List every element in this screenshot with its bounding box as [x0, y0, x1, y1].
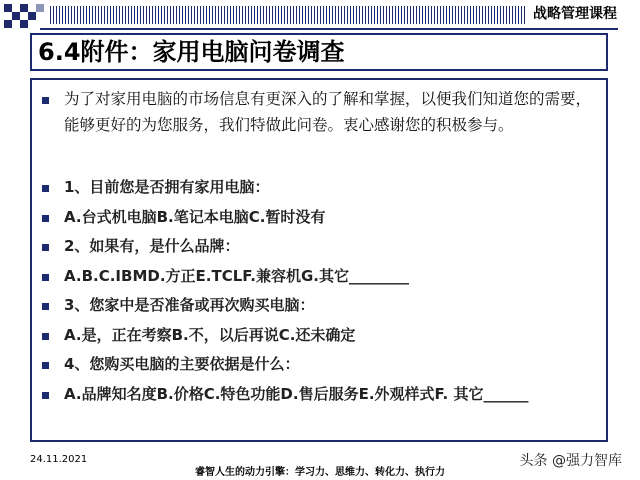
answer-options: A.是，正在考察B.不，以后再说C.还未确定	[64, 326, 356, 344]
question-text: 3、您家中是否准备或再次购买电脑：	[64, 296, 315, 314]
slide-title: 6.4附件：家用电脑问卷调查	[38, 38, 345, 66]
question-text: 2、如果有，是什么品牌：	[64, 237, 240, 255]
header-divider	[40, 28, 618, 30]
bullet-square-icon	[42, 274, 49, 281]
footer-date: 24.11.2021	[30, 454, 88, 465]
corner-grid-decoration	[4, 4, 44, 28]
header-stripe-bar	[50, 6, 610, 24]
answer-options: A.台式机电脑B.笔记本电脑C.暂时没有	[64, 208, 326, 226]
answer-options: A.B.C.IBMD.方正E.TCLF.兼容机G.其它________	[64, 267, 410, 285]
question-text: 1、目前您是否拥有家用电脑：	[64, 178, 270, 196]
bullet-square-icon	[42, 303, 49, 310]
bullet-square-icon	[42, 185, 49, 192]
watermark-text: 头条 @强力智库	[516, 449, 626, 471]
title-box	[30, 33, 608, 71]
question-text: 4、您购买电脑的主要依据是什么：	[64, 355, 300, 373]
footer-slogan: 睿智人生的动力引擎：学习力、思维力、转化力、执行力	[195, 467, 445, 478]
bullet-square-icon	[42, 244, 49, 251]
content-box	[30, 78, 608, 442]
bullet-square-icon	[42, 97, 49, 104]
answer-options: A.品牌知名度B.价格C.特色功能D.售后服务E.外观样式F. 其它______	[64, 385, 529, 403]
bullet-square-icon	[42, 362, 49, 369]
intro-text: 为了对家用电脑的市场信息有更深入的了解和掌握，以便我们知道您的需要，能够更好的为您服务，我们特做此问卷。衷心感谢您的积极参与。	[64, 90, 592, 134]
course-name: 战略管理课程	[527, 4, 620, 24]
bullet-square-icon	[42, 215, 49, 222]
bullet-square-icon	[42, 333, 49, 340]
bullet-square-icon	[42, 392, 49, 399]
